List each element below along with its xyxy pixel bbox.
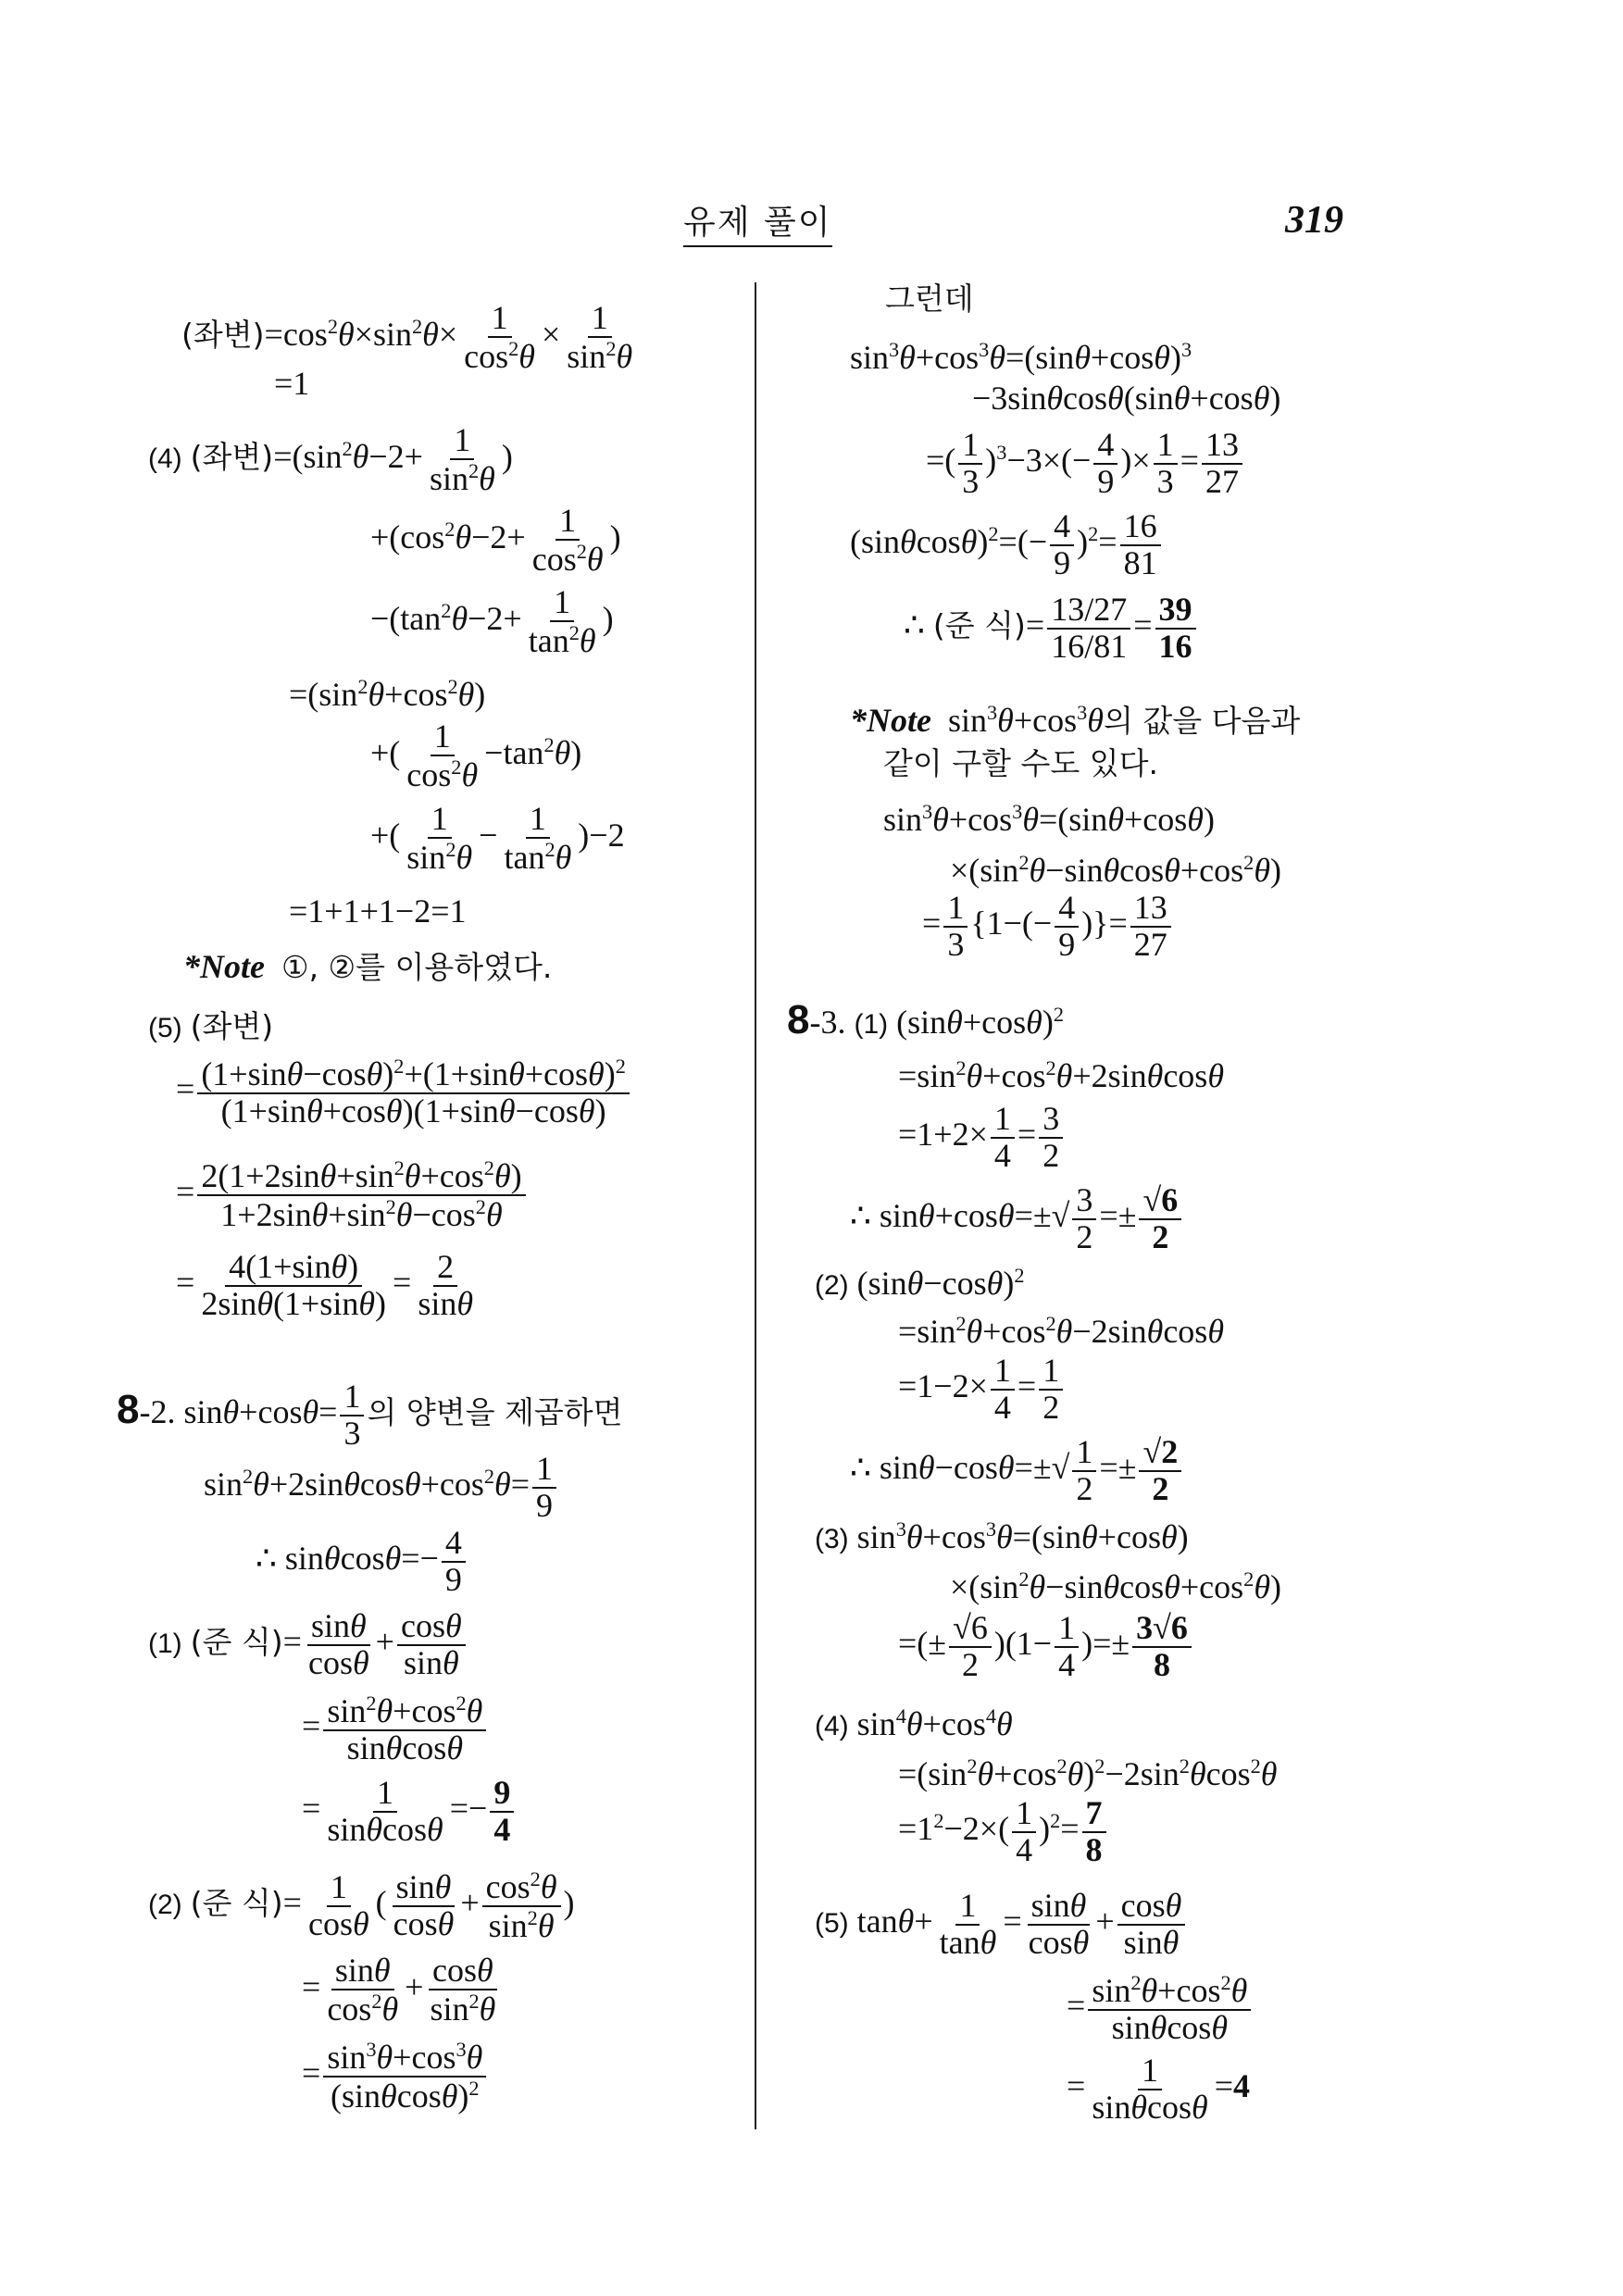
equation-line: −3sinθcosθ(sinθ+cosθ) [972, 380, 1281, 417]
equation-line: = $\frac{1}{3}$ {1−(− $\frac{4}{9}$ )}= $\frac{13}{27}$ [922, 891, 1174, 963]
equation-line: =1−2× $\frac{1}{4}$ = $\frac{1}{2}$ [898, 1354, 1066, 1426]
equation-line: =(± $\frac{√6}{2}$ )(1− $\frac{1}{4}$ )=± $\frac{3√6}{8}$ [898, 1611, 1194, 1683]
equation-line: = $\frac{4(1+\sin\theta)}{2\sin\theta(1+\sin\theta)}$ = $\frac{2}{\sin\theta}$ [176, 1248, 474, 1322]
equation-line: = $\frac{1}{\sin\theta\cos\theta}$ =− $\frac{9}{4}$ [302, 1776, 517, 1848]
equation-line: (2) (준 식)= $\frac{1}{\cos\theta}$ ( $\frac{\sin\theta}{\cos\theta}$ + $\frac{\cos^2\theta}{\sin^2\theta}$ ) [148, 1867, 575, 1944]
equation-line: ∴ (준 식)= $\frac{13/27}{16/81}$ = $\frac{39}{16}$ [904, 593, 1199, 665]
equation-line: = $\frac{\sin^3\theta+\cos^3\theta}{(\sin\theta\cos\theta)^2}$ [302, 2039, 489, 2115]
equation-line: $+(\cos^2\theta-2+$ $\frac{1}{\cos^2\theta}$ ) [370, 502, 621, 578]
equation-line: = $\frac{(1+\sin\theta-\cos\theta)^2+(1+\sin\theta+\cos\theta)^2}{(1+\sin\theta+\cos\theta)(1+\sin\theta-\cos\theta)}$ [176, 1055, 632, 1129]
problem-8-2: 8-2. sinθ+cosθ= $\frac{1}{3}$ 의 양변을 제곱하면 [117, 1378, 623, 1452]
column-divider [755, 282, 756, 2129]
equation-line: = $\frac{\sin^2\theta+\cos^2\theta}{\sin\theta\cos\theta}$ [1067, 1972, 1254, 2046]
equation-line: (4) (좌변)$=(\sin^2\theta-2+$ $\frac{1}{\sin^2\theta}$ ) [148, 421, 513, 497]
equation-line: (2) $(\sin\theta-\cos\theta)^2$ [815, 1264, 1025, 1302]
equation-line: =( $\frac{1}{3}$ )$^3$−3×(− $\frac{4}{9}$ )× $\frac{1}{3}$ = $\frac{13}{27}$ [926, 428, 1245, 500]
note-line: *Note ①, ②를 이용하였다. [183, 948, 553, 985]
equation-line: (3) $\sin^3\theta+\cos^3\theta=(\sin\theta+\cos\theta)$ [815, 1517, 1189, 1555]
equation-line: =1 [274, 365, 310, 402]
equation-line: $\sin^2\theta+2\sin\theta\cos\theta+\cos^2\theta=$ $\frac{1}{9}$ [204, 1452, 559, 1524]
equation-line: $\times(\sin^2\theta-\sin\theta\cos\theta+\cos^2\theta)$ [950, 851, 1281, 889]
equation-line: ∴ sinθ+cosθ=±√ $\frac{3}{2}$ =± $\frac{√6}{2}$ [850, 1183, 1184, 1255]
equation-line: $=1^2-2\times$( $\frac{1}{4}$ )$^2$= $\frac{7}{8}$ [898, 1796, 1109, 1868]
equation-line: (좌변)$=\cos^2\theta\times\sin^2\theta\times$ $\frac{1}{\cos^2\theta}$ × $\frac{1}{\sin^2\theta}$ [181, 299, 633, 375]
equation-line: ∴ sinθcosθ=− $\frac{4}{9}$ [256, 1526, 468, 1598]
equation-line: $-(\tan^2\theta-2+$ $\frac{1}{\tan^2\theta}$ ) [370, 583, 614, 659]
equation-line: ∴ sinθ−cosθ=±√ $\frac{1}{2}$ =± $\frac{√2}{2}$ [850, 1435, 1184, 1507]
equation-line: $=\sin^2\theta+\cos^2\theta+2\sin\theta\cos\theta$ [898, 1056, 1225, 1094]
equation-line: +( $\frac{1}{\sin^2\theta}$ − $\frac{1}{\tan^2\theta}$ )−2 [370, 800, 625, 876]
page-title: 유제 풀이 [683, 196, 832, 247]
equation-line: $(\sin\theta\cos\theta)^2=(-$ $\frac{4}{9}$ )$^2$= $\frac{16}{81}$ [850, 509, 1164, 581]
page-number: 319 [1285, 199, 1343, 242]
equation-line: $\sin^3\theta+\cos^3\theta=(\sin\theta+\cos\theta)$ [883, 800, 1215, 838]
equation-line: $\sin^3\theta+\cos^3\theta=(\sin\theta+\cos\theta)^3$ [850, 338, 1192, 376]
equation-line: =1+2× $\frac{1}{4}$ = $\frac{3}{2}$ [898, 1102, 1066, 1174]
equation-line: $=(\sin^2\theta+\cos^2\theta)$ [289, 675, 486, 713]
equation-line: +( $\frac{1}{\cos^2\theta}$ $-\tan^2\theta$) [370, 718, 582, 793]
problem-8-3: 8-3. (1) $(\sin\theta+\cos\theta)^2$ [787, 997, 1064, 1042]
equation-line: = $\frac{1}{\sin\theta\cos\theta}$ =4 [1067, 2052, 1251, 2126]
equation-line: $=(\sin^2\theta+\cos^2\theta)^2-2\sin^2\theta\cos^2\theta$ [898, 1754, 1278, 1792]
equation-line: $=\sin^2\theta+\cos^2\theta-2\sin\theta\cos\theta$ [898, 1312, 1225, 1350]
equation-line: = $\frac{\sin^2\theta+\cos^2\theta}{\sin\theta\cos\theta}$ [302, 1692, 489, 1766]
equation-line: = $\frac{2(1+2\sin\theta+\sin^2\theta+\cos^2\theta)}{1+2\sin\theta+\sin^2\theta-\cos^2\theta}$ [176, 1157, 529, 1233]
text-line: 그런데 [885, 281, 974, 317]
equation-line: (5) (좌변) [148, 1008, 274, 1044]
equation-line: (4) $\sin^4\theta+\cos^4\theta$ [815, 1704, 1013, 1742]
equation-line: (1) (준 식)= $\frac{\sin\theta}{\cos\theta}$ + $\frac{\cos\theta}{\sin\theta}$ [148, 1609, 468, 1681]
note-line: *Note $\sin^3\theta+\cos^3\theta$의 값을 다음과 [850, 701, 1301, 739]
equation-line: = $\frac{\sin\theta}{\cos^2\theta}$ + $\frac{\cos\theta}{\sin^2\theta}$ [302, 1952, 496, 2028]
equation-line: $\times(\sin^2\theta-\sin\theta\cos\theta+\cos^2\theta)$ [950, 1567, 1281, 1605]
equation-line: =1+1+1−2=1 [289, 892, 467, 930]
text-line: 같이 구할 수도 있다. [883, 745, 1158, 781]
equation-line: (5) tanθ+ $\frac{1}{\tan\theta}$ = $\frac{\sin\theta}{\cos\theta}$ + $\frac{\cos\theta}{\sin\theta}$ [815, 1889, 1188, 1961]
